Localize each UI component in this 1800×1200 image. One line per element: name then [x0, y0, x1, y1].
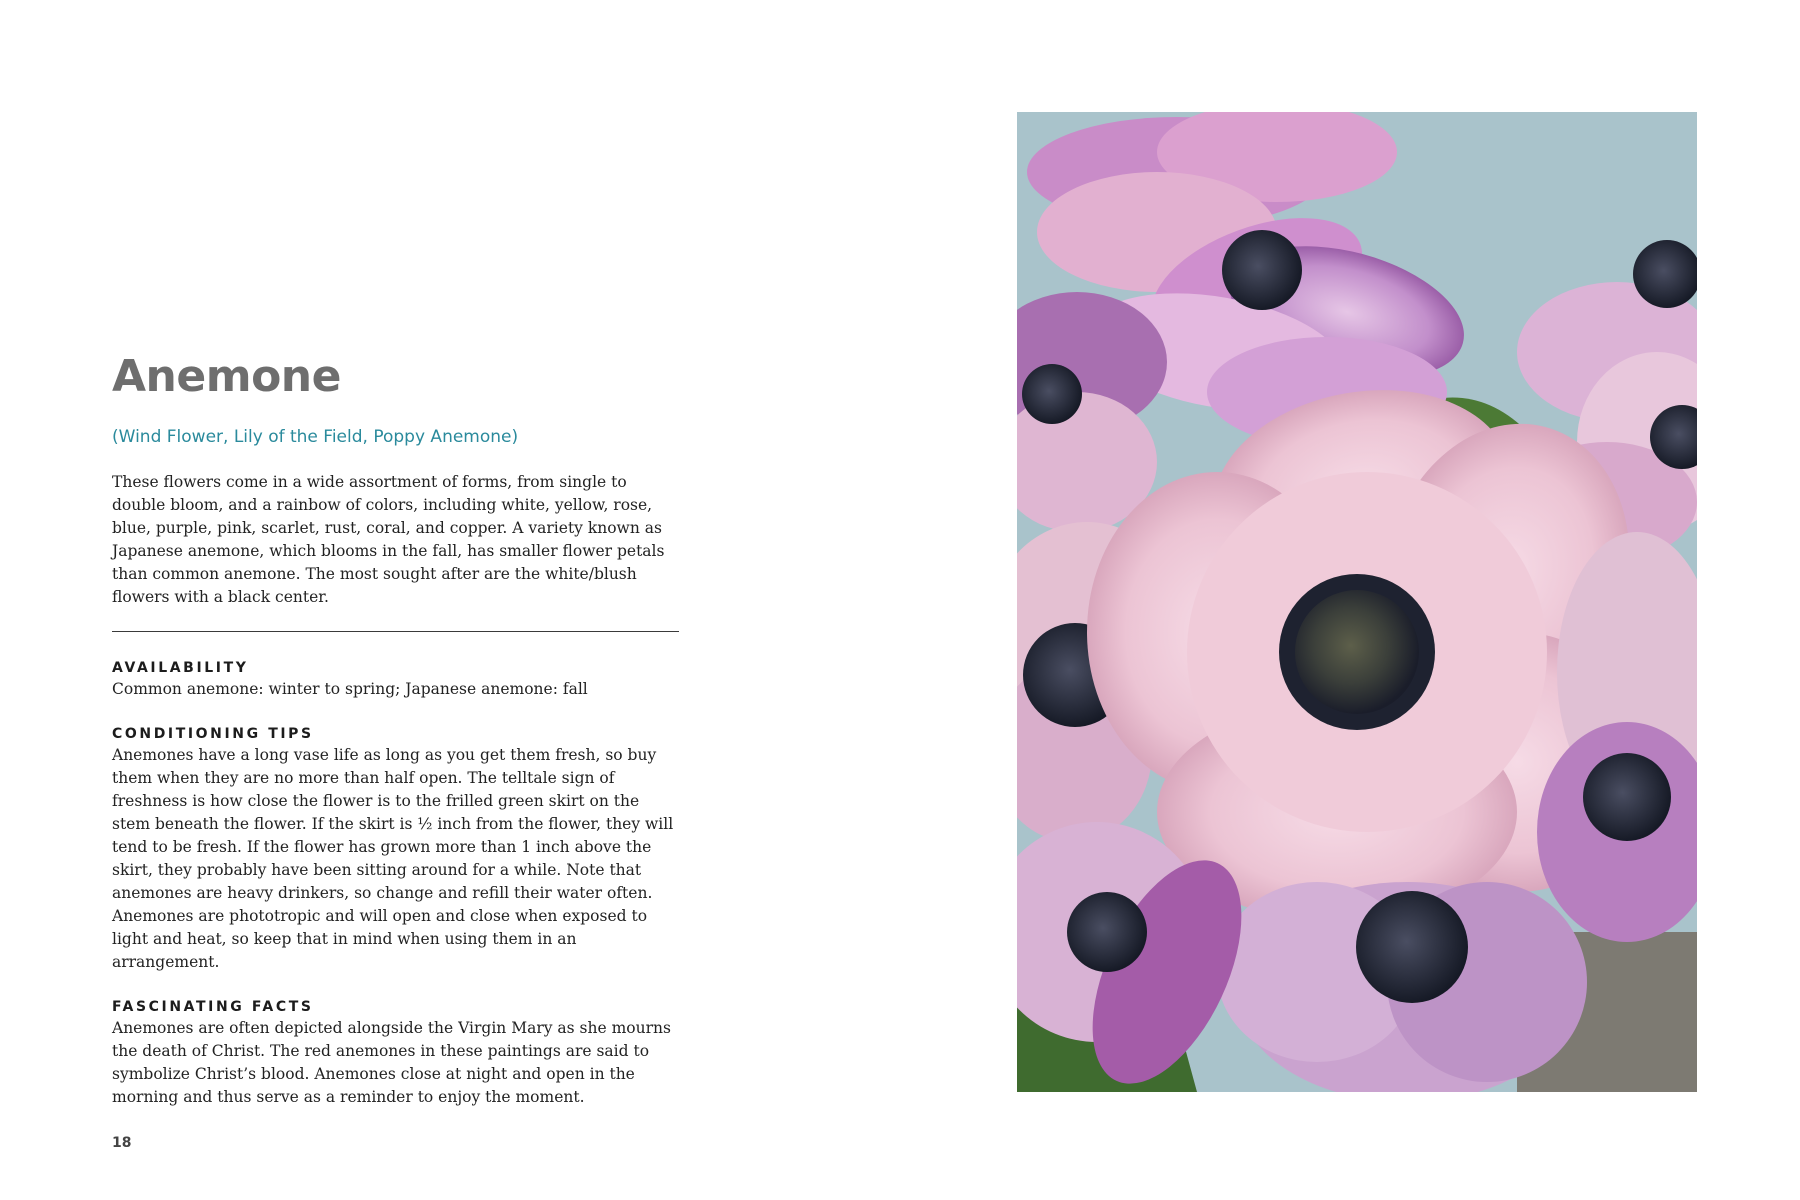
facts-text: Anemones are often depicted alongside the Virgin Mary as she mourns the death of Christ. The red anemones in these paintings are said to symbolize Christ’s blood. Anemones close at night and open in the morning and thus serve as a reminder to enjoy the moment.: [112, 1019, 671, 1107]
availability-text: Common anemone: winter to spring; Japanese anemone: fall: [112, 680, 588, 699]
availability-section: [112, 658, 679, 701]
facts-section: [112, 997, 679, 1109]
anemone-photo: [1017, 112, 1697, 1092]
availability-heading: AVAILABILITY: [112, 660, 249, 677]
conditioning-section: [112, 724, 679, 974]
text-column: [112, 351, 679, 1109]
facts-heading: FASCINATING FACTS: [112, 999, 314, 1016]
alternate-names: (Wind Flower, Lily of the Field, Poppy Anemone): [112, 427, 519, 447]
conditioning-heading: CONDITIONING TIPS: [112, 726, 314, 743]
conditioning-text: Anemones have a long vase life as long as you get them fresh, so buy them when they are no more than half open. The telltale sign of freshness is how close the flower is to the frilled green skirt on the stem beneath the flower. If the skirt is ½ inch from the flower, they will tend to be fresh. If the flower has grown more than 1 inch above the skirt, they probably have been sitting around for a while. Note that anemones are heavy drinkers, so change and refill their water often. Anemones are phototropic and will open and close when exposed to light and heat, so keep that in mind when using them in an arrangement.: [112, 746, 674, 972]
anemone-photo-illustration: [1017, 112, 1697, 1092]
intro-paragraph: These flowers come in a wide assortment of forms, from single to double bloom, and a rainbow of colors, including white, yellow, rose, blue, purple, pink, scarlet, rust, coral, and copper. A variety known as Japanese anemone, which blooms in the fall, has smaller flower petals than common anemone. The most sought after are the white/blush flowers with a black center.: [112, 473, 665, 607]
section-divider: [112, 631, 679, 632]
page-title: Anemone: [112, 351, 341, 402]
page-number: 18: [112, 1135, 132, 1151]
